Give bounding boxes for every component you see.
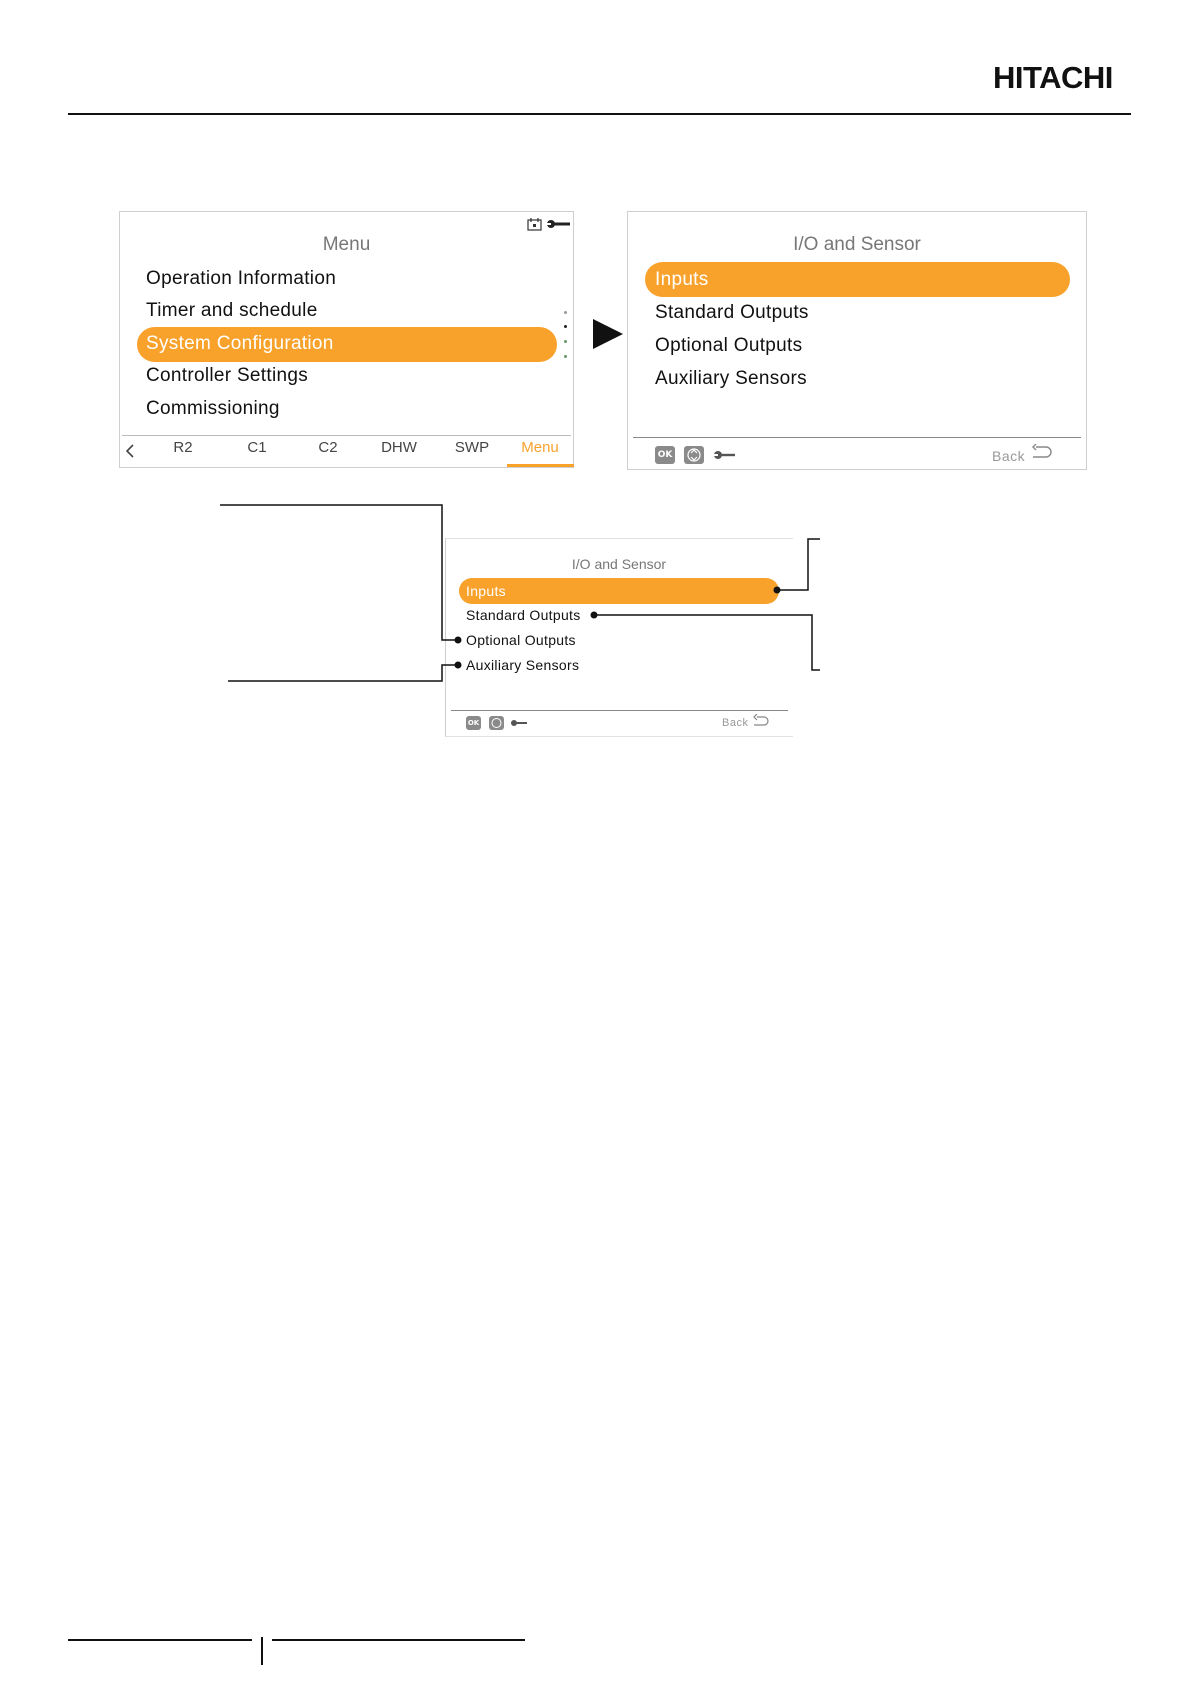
- tab-r2[interactable]: R2: [173, 439, 193, 456]
- footer-rule-left: [68, 1639, 252, 1641]
- back-label[interactable]: Back: [992, 448, 1026, 464]
- io-small-item-standard-outputs[interactable]: Standard Outputs: [466, 607, 581, 623]
- menu-item-controller-settings[interactable]: Controller Settings: [146, 365, 308, 386]
- hitachi-logo: HITACHI: [993, 60, 1113, 95]
- menu-screen-title: Menu: [322, 234, 371, 255]
- io-item-auxiliary-sensors[interactable]: Auxiliary Sensors: [655, 368, 807, 389]
- tab-c1[interactable]: C1: [247, 439, 267, 456]
- io-small-item-optional-outputs[interactable]: Optional Outputs: [466, 632, 576, 648]
- menu-item-commissioning[interactable]: Commissioning: [146, 398, 280, 419]
- io-small-title: I/O and Sensor: [571, 556, 667, 572]
- tab-c2[interactable]: C2: [318, 439, 338, 456]
- callout-lines: [0, 0, 1191, 800]
- menu-item-timer-and-schedule[interactable]: Timer and schedule: [146, 300, 318, 321]
- ok-icon[interactable]: OK: [655, 446, 675, 464]
- io-small-item-auxiliary-sensors[interactable]: Auxiliary Sensors: [466, 657, 580, 673]
- ok-icon[interactable]: OK: [466, 716, 481, 730]
- back-label[interactable]: Back: [722, 717, 749, 729]
- tab-dhw[interactable]: DHW: [381, 439, 417, 456]
- tab-swp[interactable]: SWP: [454, 439, 490, 456]
- menu-item-operation-information[interactable]: Operation Information: [146, 268, 337, 289]
- io-sensor-screen-title: I/O and Sensor: [793, 234, 921, 255]
- footer-rule-right: [272, 1639, 525, 1641]
- tab-menu[interactable]: Menu: [521, 439, 559, 456]
- io-item-standard-outputs[interactable]: Standard Outputs: [655, 302, 809, 323]
- footer-separator: [261, 1637, 263, 1665]
- io-small-item-inputs-label: Inputs: [466, 583, 506, 599]
- menu-item-system-configuration-label: System Configuration: [146, 333, 334, 354]
- io-item-inputs-label: Inputs: [655, 269, 709, 290]
- io-item-optional-outputs[interactable]: Optional Outputs: [655, 335, 803, 356]
